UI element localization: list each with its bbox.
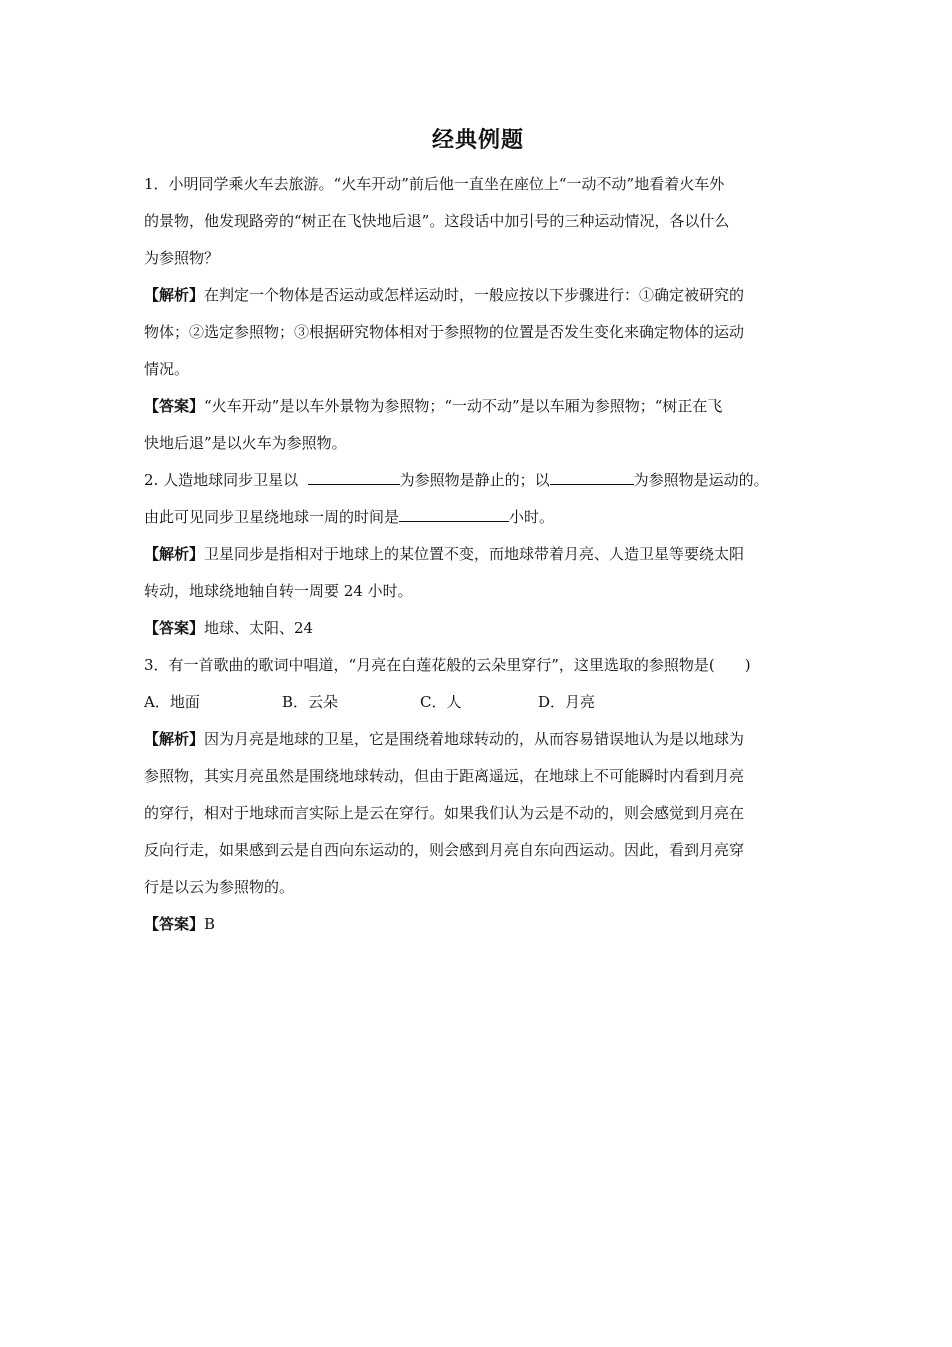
answer-tag: 【答案】: [144, 397, 205, 415]
answer-tag: 【答案】: [144, 619, 205, 637]
question-text-line: 为参照物？: [144, 249, 220, 267]
analysis-text: 情况。: [144, 360, 190, 378]
fill-blank[interactable]: [399, 503, 509, 522]
analysis-text: 参照物，其实月亮虽然是围绕地球转动，但由于距离遥远，在地球上不可能瞬时内看到月亮: [144, 767, 745, 785]
page-title: 经典例题: [431, 127, 524, 153]
fill-blank[interactable]: [550, 466, 634, 485]
analysis-line: [144, 721, 812, 758]
question-text: 由此可见同步卫星绕地球一周的时间是: [144, 508, 400, 526]
analysis-text: 反向行走，如果感到云是自西向东运动的，则会感到月亮自东向西运动。因此，看到月亮穿: [144, 841, 745, 859]
answer-text: B: [204, 915, 216, 933]
answer-line: [144, 610, 812, 647]
answer-line: [144, 906, 812, 943]
analysis-text: 因为月亮是地球的卫星，它是围绕着地球转动的，从而容易错误地认为是以地球为: [204, 730, 745, 748]
answer-text: 地球、太阳、24: [204, 619, 314, 637]
option-c[interactable]: C．人: [420, 693, 462, 711]
answer-text: 快地后退”是以火车为参照物。: [144, 434, 347, 452]
question-1: [144, 166, 812, 462]
option-d[interactable]: D．月亮: [538, 693, 596, 711]
question-text-line: [144, 499, 812, 536]
question-text-line: 1．小明同学乘火车去旅游。“火车开动”前后他一直坐在座位上“一动不动”地看着火车外: [144, 175, 725, 193]
question-text-line: [144, 462, 812, 499]
analysis-line: [144, 277, 812, 314]
analysis-tag: 【解析】: [144, 545, 205, 563]
analysis-text: 物体；②选定参照物；③根据研究物体相对于参照物的位置是否发生变化来确定物体的运动: [144, 323, 745, 341]
question-text-line: 3．有一首歌曲的歌词中唱道，“月亮在白莲花般的云朵里穿行”，这里选取的参照物是( ): [144, 656, 751, 674]
analysis-text: 转动，地球绕地轴自转一周要 24 小时。: [144, 582, 413, 600]
analysis-text: 卫星同步是指相对于地球上的某位置不变，而地球带着月亮、人造卫星等要绕太阳: [204, 545, 745, 563]
option-b[interactable]: B．云朵: [282, 693, 339, 711]
answer-text: “火车开动”是以车外景物为参照物；“一动不动”是以车厢为参照物；“树正在飞: [204, 397, 723, 415]
analysis-text: 在判定一个物体是否运动或怎样运动时，一般应按以下步骤进行：①确定被研究的: [204, 286, 745, 304]
question-text: 为参照物是运动的。: [633, 471, 769, 489]
answer-tag: 【答案】: [144, 915, 205, 933]
analysis-text: 的穿行，相对于地球而言实际上是云在穿行。如果我们认为云是不动的，则会感觉到月亮在: [144, 804, 745, 822]
analysis-text: 行是以云为参照物的。: [144, 878, 295, 896]
analysis-tag: 【解析】: [144, 286, 205, 304]
question-3: [144, 647, 812, 943]
analysis-tag: 【解析】: [144, 730, 205, 748]
option-a[interactable]: A．地面: [144, 693, 200, 711]
question-text: 2. 人造地球同步卫星以: [144, 471, 299, 489]
question-text: 为参照物是静止的；以: [399, 471, 550, 489]
question-text-line: 的景物，他发现路旁的“树正在飞快地后退”。这段话中加引号的三种运动情况，各以什么: [144, 212, 730, 230]
answer-line: [144, 388, 812, 425]
options-line: [144, 684, 812, 721]
document-page: [144, 122, 812, 943]
analysis-line: [144, 536, 812, 573]
fill-blank[interactable]: [308, 466, 400, 485]
question-text: 小时。: [509, 508, 555, 526]
question-2: [144, 462, 812, 647]
